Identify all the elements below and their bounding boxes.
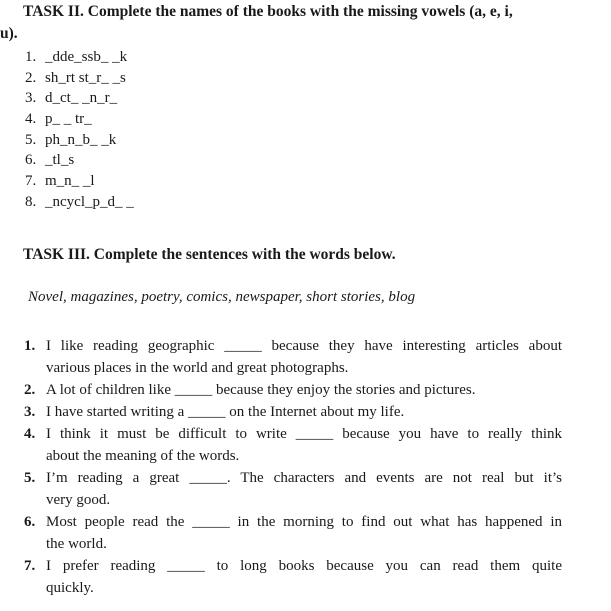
list-item [25, 68, 134, 89]
book-name-puzzle: sh_rt st_r_ _s [45, 69, 126, 86]
list-item [25, 171, 134, 192]
book-names-list [25, 47, 134, 213]
book-name-puzzle: p_ _ tr_ [45, 111, 92, 128]
sentence-list [24, 335, 562, 599]
book-name-puzzle: _tl_s [45, 152, 75, 169]
sentence-line: quickly. [46, 580, 94, 596]
list-item [24, 511, 562, 555]
item-number: 1. [25, 49, 37, 65]
list-item [24, 467, 562, 511]
sentence-line: I like reading geographic _____ because they have interesting articles about [46, 338, 562, 354]
list-item [24, 379, 562, 401]
list-item [25, 130, 134, 151]
sentence-line: the world. [46, 536, 107, 552]
sentence-line: about the meaning of the words. [46, 448, 240, 464]
book-name-puzzle: m_n_ _l [45, 173, 95, 190]
sentence-line: I prefer reading _____ to long books because you can read them quite [46, 558, 562, 574]
list-item [25, 150, 134, 171]
item-number: 4. [25, 111, 37, 128]
book-name-puzzle: ph_n_b_ _k [45, 131, 117, 148]
sentence-number: 3. [24, 404, 36, 420]
sentence-line: I’m reading a great _____. The characters and events are not real but it’s [46, 470, 562, 486]
list-item [24, 555, 562, 599]
sentence-number: 4. [24, 426, 36, 442]
sentence-number: 7. [24, 558, 36, 574]
list-item [25, 109, 134, 130]
sentence-number: 2. [24, 382, 36, 398]
item-number: 6. [25, 152, 37, 169]
task3-title: TASK III. Complete the sentences with the words below. [23, 246, 396, 263]
list-item [25, 47, 134, 68]
sentence-line: A lot of children like _____ because they enjoy the stories and pictures. [46, 382, 476, 398]
task2-title-continued: u). [0, 25, 18, 42]
list-item [25, 88, 134, 109]
sentence-line: I have started writing a _____ on the Internet about my life. [46, 404, 405, 420]
sentence-line: Most people read the _____ in the morning to find out what has happened in [46, 514, 562, 530]
task2-title: TASK II. Complete the names of the books with the missing vowels (a, e, i, [23, 3, 513, 20]
item-number: 3. [25, 90, 37, 107]
list-item [24, 401, 562, 423]
sentence-line: very good. [46, 492, 111, 508]
word-bank: Novel, magazines, poetry, comics, newspaper, short stories, blog [28, 289, 416, 305]
book-name-puzzle: _dde_ssb_ _k [45, 49, 128, 65]
item-number: 5. [25, 131, 37, 148]
book-name-puzzle: d_ct_ _n_r_ [45, 90, 118, 107]
item-number: 8. [25, 193, 37, 210]
list-item [24, 423, 562, 467]
sentence-number: 6. [24, 514, 36, 530]
item-number: 2. [25, 69, 37, 86]
sentence-line: I think it must be difficult to write _____ because you have to really think [46, 426, 562, 442]
item-number: 7. [25, 173, 37, 190]
sentence-number: 5. [24, 470, 36, 486]
sentence-line: various places in the world and great photographs. [46, 360, 349, 376]
list-item [25, 192, 134, 213]
list-item [24, 335, 562, 379]
book-name-puzzle: _ncycl_p_d_ _ [45, 193, 134, 210]
sentence-number: 1. [24, 338, 36, 354]
